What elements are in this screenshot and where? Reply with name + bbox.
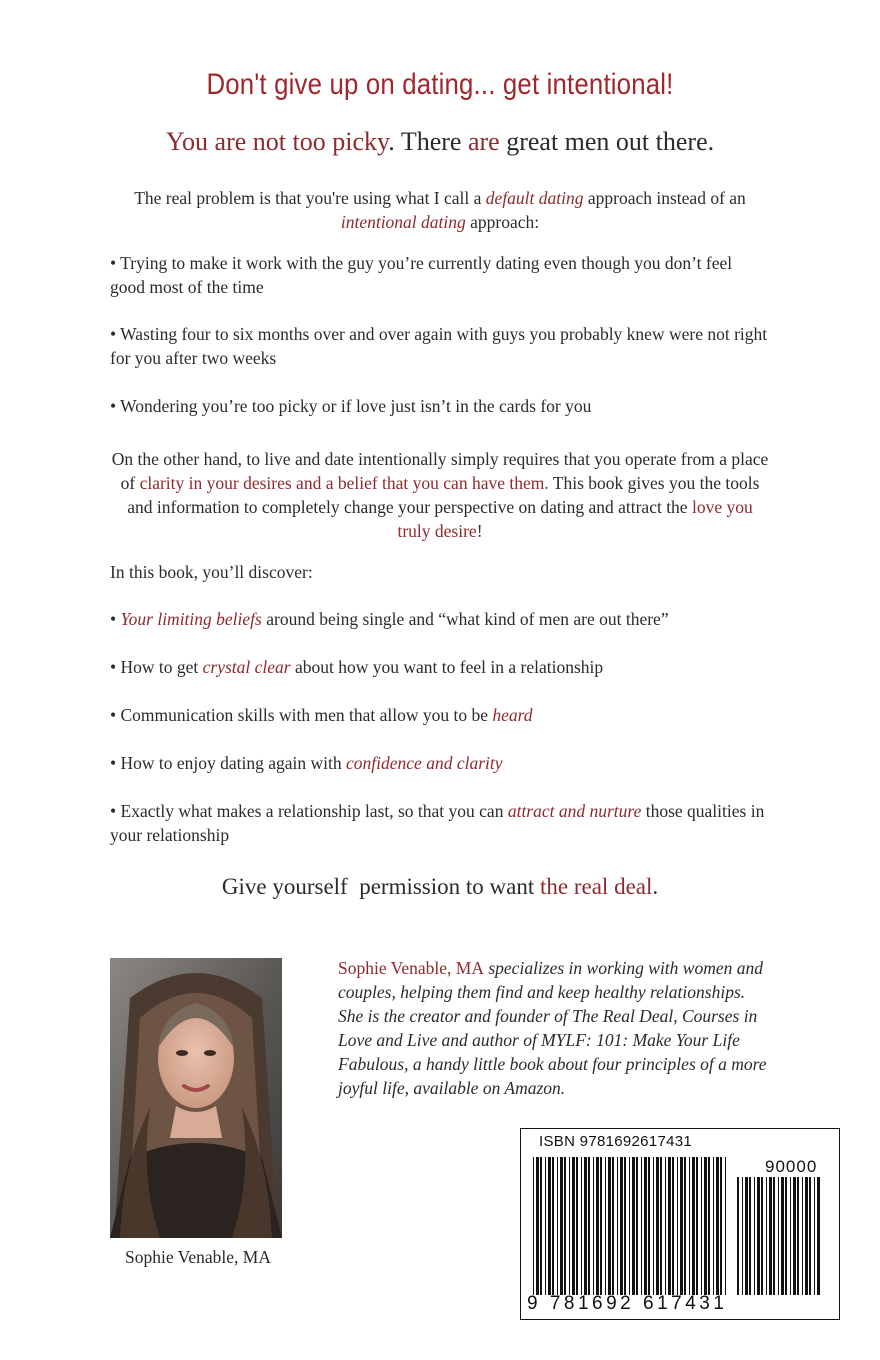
price-code: 90000	[765, 1157, 818, 1176]
barcode-bar	[778, 1177, 779, 1295]
author-photo	[110, 958, 282, 1238]
intentional-dating-term: intentional dating	[340, 212, 466, 232]
closing-text: .	[652, 874, 659, 899]
barcode-bar	[533, 1157, 534, 1295]
barcode-bar	[809, 1177, 811, 1295]
barcode-bar	[704, 1157, 707, 1295]
barcode-bar	[617, 1157, 618, 1295]
author-caption: Sophie Venable, MA	[125, 1247, 271, 1267]
intro-text: approach instead of an	[583, 188, 746, 208]
barcode-bar	[802, 1177, 803, 1295]
bullet-text: • How to get	[110, 657, 203, 677]
barcode-bar	[689, 1157, 690, 1295]
author-name: Sophie Venable, MA	[338, 958, 484, 978]
default-bullet: • Wondering you’re too picky or if love just isn’t in the cards for you	[110, 396, 592, 416]
subheadline-text-end: great men out there.	[499, 127, 715, 156]
subheadline-emphasis: are	[467, 127, 500, 156]
bullet-emphasis: attract and nurture	[507, 801, 642, 821]
barcode-bar	[552, 1157, 554, 1295]
barcode-bar	[560, 1157, 563, 1295]
bullet-emphasis: confidence and clarity	[346, 753, 503, 773]
barcode-bar	[653, 1157, 654, 1295]
bullet-text: •	[110, 609, 121, 629]
other-hand-paragraph	[110, 447, 770, 543]
barcode-bar	[677, 1157, 678, 1295]
bullet-emphasis: Your limiting beliefs	[120, 609, 262, 629]
barcode-bar	[636, 1157, 638, 1295]
barcode-bar	[708, 1157, 710, 1295]
barcode-bar	[785, 1177, 787, 1295]
barcode-bar	[737, 1177, 739, 1295]
default-dating-term: default dating	[485, 188, 584, 208]
barcode-bar	[572, 1157, 575, 1295]
barcode-bar	[790, 1177, 791, 1295]
barcode-bar	[536, 1157, 539, 1295]
barcode-bar	[680, 1157, 683, 1295]
paragraph-text: On the other hand, to live and date intentionally simply requires that you operate from a place of	[111, 449, 769, 493]
clarity-highlight: clarity in your desires and a belief that you can have them.	[139, 473, 549, 493]
real-deal-highlight: the real deal	[540, 874, 653, 899]
intro-text: The real problem is that you're using what I call a	[134, 188, 486, 208]
barcode-bar	[644, 1157, 647, 1295]
headline: Don't give up on dating... get intentional!	[206, 68, 674, 101]
bullet-text: about how you want to feel in a relationship	[290, 657, 604, 677]
intro-text: approach:	[465, 212, 540, 232]
barcode-bar	[620, 1157, 623, 1295]
bullet-emphasis: heard	[492, 705, 533, 725]
barcode-bar	[814, 1177, 815, 1295]
barcode-bar	[584, 1157, 587, 1295]
barcode-bar	[701, 1157, 702, 1295]
subheadline-text: . There	[388, 127, 468, 156]
barcode-bar	[769, 1177, 772, 1295]
discover-bullet	[110, 799, 770, 847]
barcode-bar	[713, 1157, 714, 1295]
default-bullet: • Wasting four to six months over and over again with guys you probably knew were not right for you after two weeks	[110, 324, 768, 368]
barcode-bar	[588, 1157, 590, 1295]
love-highlight: love you truly desire	[397, 497, 753, 541]
addon-bars	[735, 1177, 823, 1295]
barcode-bar	[766, 1177, 767, 1295]
bullet-text: around being single and “what kind of men are out there”	[261, 609, 669, 629]
barcode-bar	[564, 1157, 566, 1295]
barcode-bar	[593, 1157, 594, 1295]
barcode-bar	[749, 1177, 751, 1295]
barcode-bar	[668, 1157, 671, 1295]
barcode-bar	[745, 1177, 748, 1295]
discover-bullet	[110, 751, 770, 775]
barcode-bar	[557, 1157, 558, 1295]
barcode-bar	[548, 1157, 551, 1295]
bullet-text: • How to enjoy dating again with	[110, 753, 347, 773]
subheadline-highlight: You are not too picky	[165, 127, 389, 156]
barcode-bar	[817, 1177, 820, 1295]
barcode-bar	[793, 1177, 796, 1295]
barcode-bar	[629, 1157, 630, 1295]
barcode-bar	[797, 1177, 799, 1295]
barcode-bar	[720, 1157, 722, 1295]
discover-bullet	[110, 607, 770, 631]
ean-digits: 9 781692 617431	[527, 1293, 728, 1314]
barcode-bar	[696, 1157, 698, 1295]
barcode-bar	[648, 1157, 650, 1295]
barcode-bar	[576, 1157, 578, 1295]
barcode-bar	[608, 1157, 611, 1295]
bullet-emphasis: crystal clear	[202, 657, 291, 677]
barcode-bar	[632, 1157, 635, 1295]
barcode-bar	[545, 1157, 546, 1295]
paragraph-text: This book gives you the tools and information to completely change your perspective on dating and attract the	[127, 473, 760, 517]
barcode-bar	[725, 1157, 726, 1295]
barcode-bar	[716, 1157, 719, 1295]
barcode-bar	[742, 1177, 743, 1295]
isbn-barcode	[520, 1128, 840, 1320]
default-bullet: • Trying to make it work with the guy you’re currently dating even though you don’t feel good most of the time	[110, 253, 733, 297]
barcode-bar	[540, 1157, 542, 1295]
barcode-bar	[581, 1157, 582, 1295]
barcode-bar	[672, 1157, 674, 1295]
barcode-bar	[754, 1177, 755, 1295]
barcode-bar	[641, 1157, 642, 1295]
barcode-bar	[656, 1157, 659, 1295]
isbn-label: ISBN 9781692617431	[539, 1133, 693, 1150]
barcode-bar	[684, 1157, 686, 1295]
closing-text: Give yourself permission to want	[221, 874, 540, 899]
subheadline	[0, 127, 880, 157]
discover-bullet	[110, 655, 770, 679]
bullet-text: • Exactly what makes a relationship last, so that you can	[110, 801, 508, 821]
bullet-text: those qualities in your relationship	[110, 801, 765, 845]
barcode-bar	[761, 1177, 763, 1295]
barcode-bar	[805, 1177, 808, 1295]
barcode-bar	[781, 1177, 784, 1295]
barcode-bar	[605, 1157, 606, 1295]
barcode-bar	[660, 1157, 662, 1295]
closing-line	[0, 874, 880, 900]
bio-text: specializes in working with women and couples, helping them find and keep healthy relationships. She is the creator and founder of The Real Deal, Courses in Love and Live and author of MYLF: 101: Make Your Life Fabulous, a handy little book about four principles of a more joyful life, available on Amazon.	[338, 958, 767, 1098]
discover-intro: In this book, you’ll discover:	[110, 562, 313, 582]
author-bio	[338, 956, 768, 1100]
barcode-bar	[773, 1177, 775, 1295]
barcode-bar	[600, 1157, 602, 1295]
barcode-bar	[665, 1157, 666, 1295]
intro-paragraph	[110, 186, 770, 234]
discover-bullet	[110, 703, 770, 727]
bullet-text: • Communication skills with men that allow you to be	[110, 705, 493, 725]
barcode-bar	[596, 1157, 599, 1295]
paragraph-text: !	[476, 521, 483, 541]
ean-bars	[531, 1157, 731, 1295]
barcode-bar	[569, 1157, 570, 1295]
barcode-bar	[692, 1157, 695, 1295]
barcode-bar	[624, 1157, 626, 1295]
barcode-bar	[612, 1157, 614, 1295]
barcode-bar	[757, 1177, 760, 1295]
